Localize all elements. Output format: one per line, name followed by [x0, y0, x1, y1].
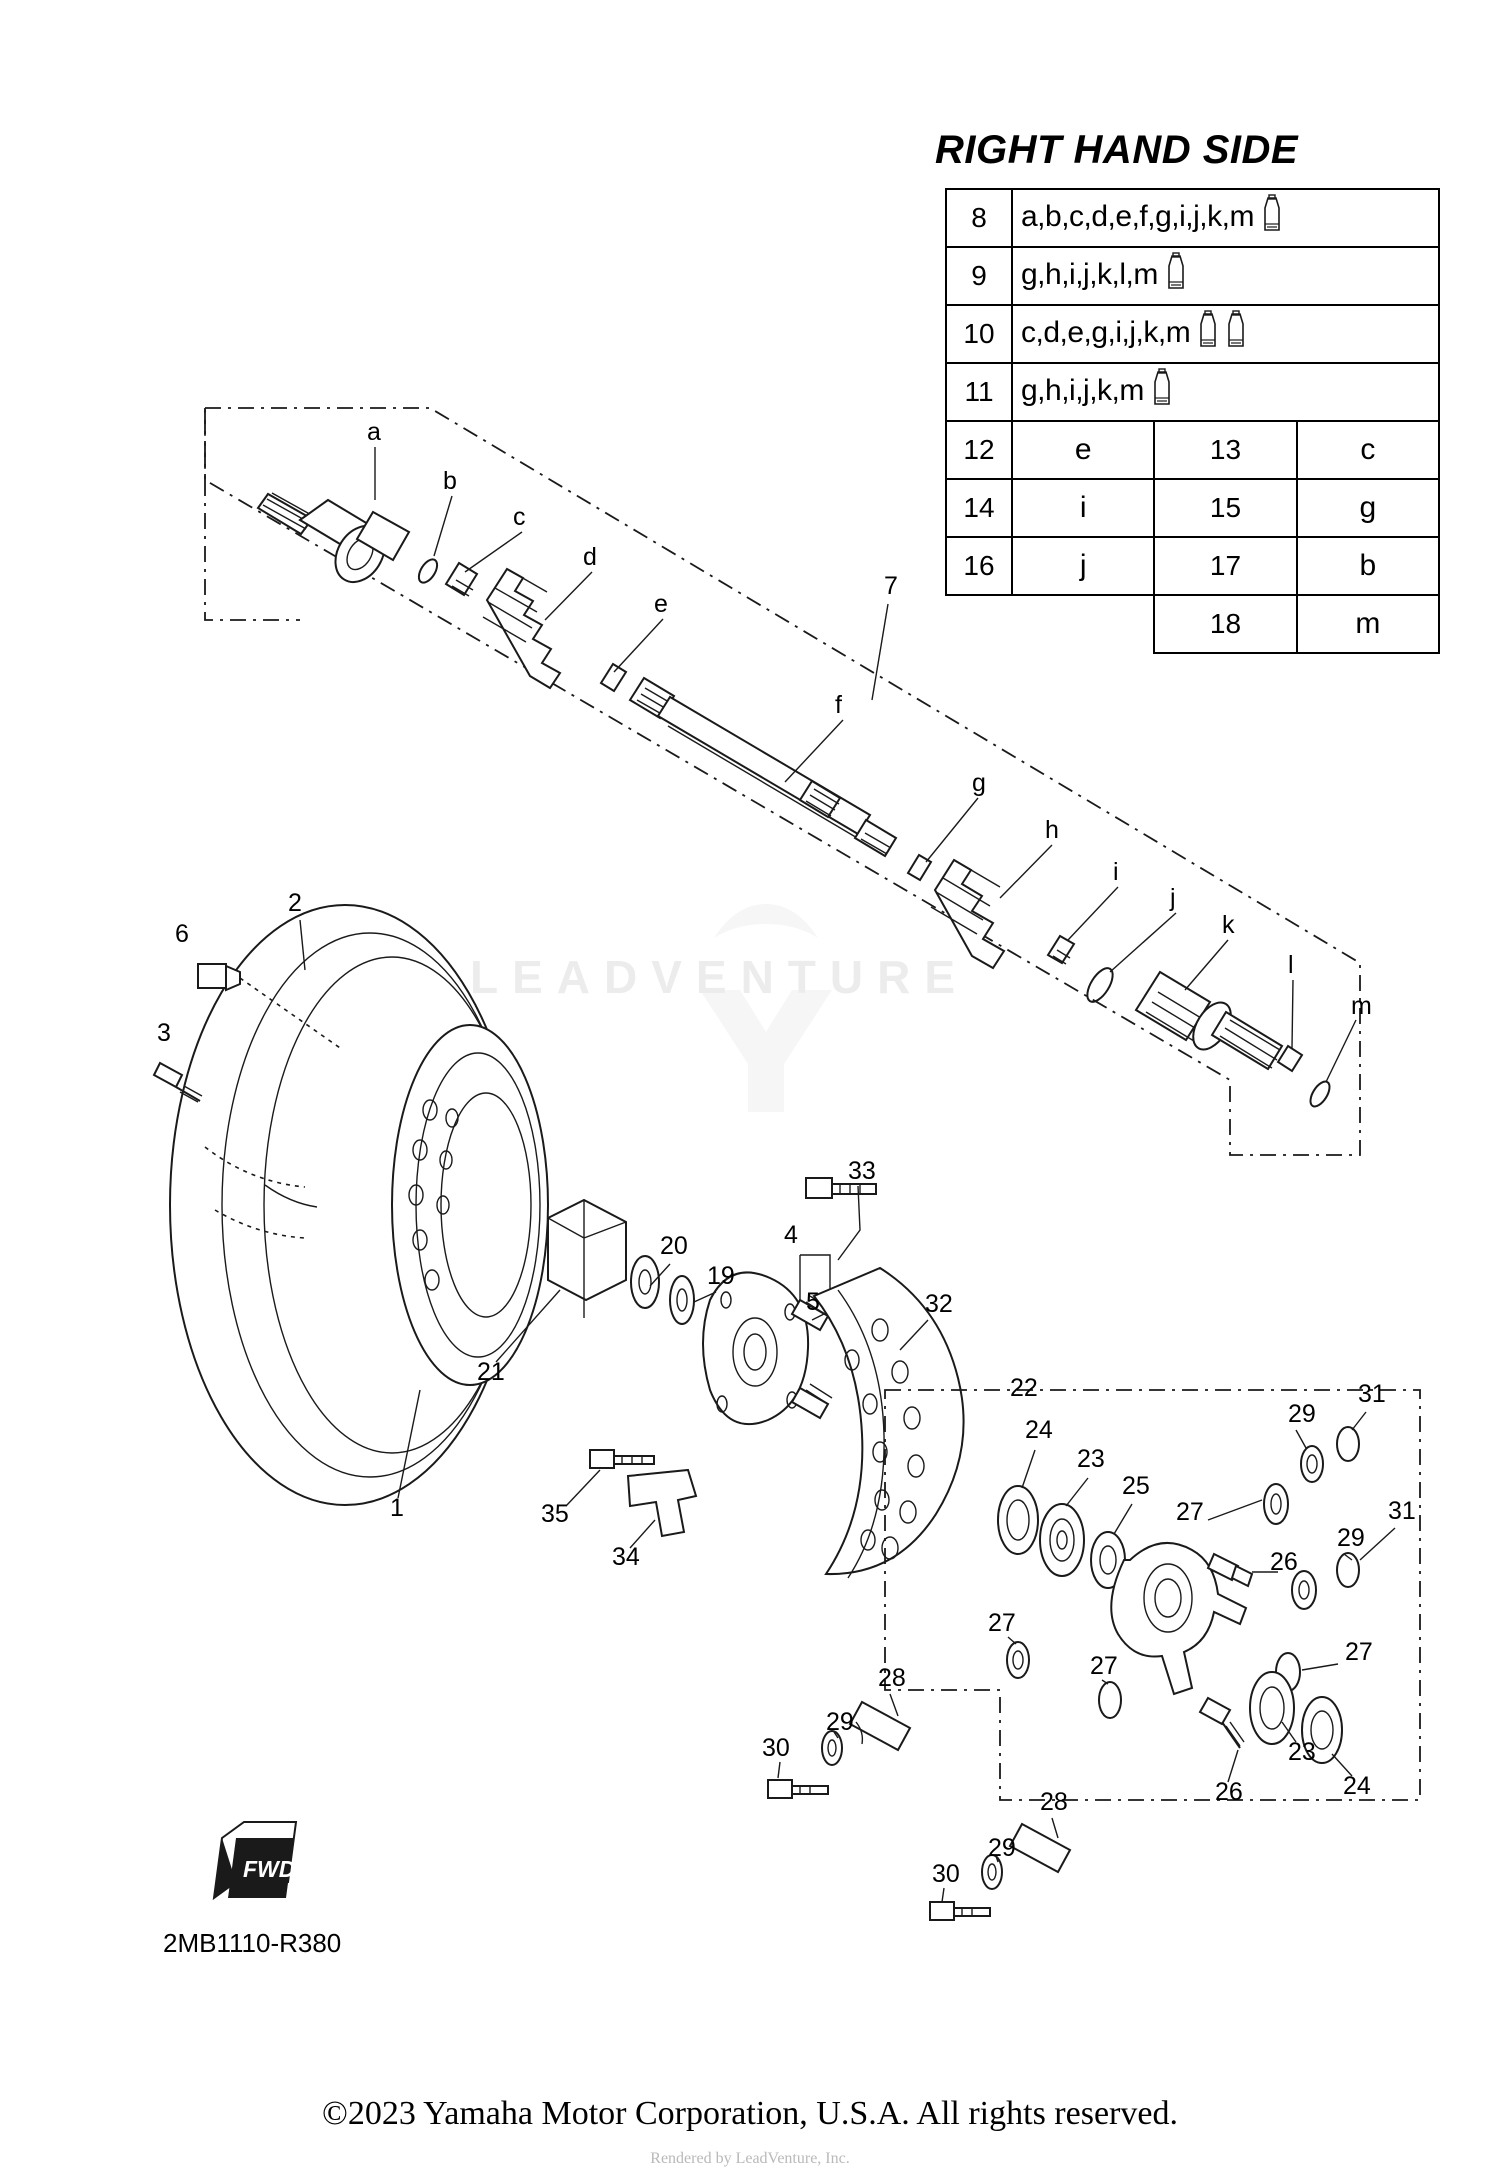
callout-30-b: 30 [932, 1860, 960, 1888]
table-row [946, 305, 1439, 363]
table-row [946, 421, 1439, 479]
row-number: 10 [946, 305, 1012, 363]
row-code-left: e [1012, 421, 1154, 479]
row-number-right: 15 [1154, 479, 1296, 537]
callout-4: 4 [784, 1221, 798, 1249]
callout-d: d [583, 543, 597, 571]
callout-23-b: 23 [1288, 1738, 1316, 1766]
row-number-left: 16 [946, 537, 1012, 595]
row-codes [1012, 247, 1439, 305]
callout-2: 2 [288, 889, 302, 917]
table-row [946, 247, 1439, 305]
row-number: 8 [946, 189, 1012, 247]
callout-l: l [1288, 951, 1294, 979]
callout-27-b: 27 [988, 1609, 1016, 1637]
callout-i: i [1113, 858, 1119, 886]
callout-28-b: 28 [1040, 1788, 1068, 1816]
callout-21: 21 [477, 1358, 505, 1386]
row-number: 9 [946, 247, 1012, 305]
reference-table [945, 188, 1440, 654]
row-code-right: c [1297, 421, 1439, 479]
table-row [946, 363, 1439, 421]
row-code-left: i [1012, 479, 1154, 537]
callout-32: 32 [925, 1290, 953, 1318]
callout-19: 19 [707, 1262, 735, 1290]
callout-24: 24 [1025, 1416, 1053, 1444]
callout-27-c: 27 [1090, 1652, 1118, 1680]
callout-26-a: 26 [1270, 1548, 1298, 1576]
callout-35: 35 [541, 1500, 569, 1528]
part-number: 2MB1110-R380 [163, 1928, 342, 1958]
callout-27-d: 27 [1345, 1638, 1373, 1666]
callout-22: 22 [1010, 1374, 1038, 1402]
callout-5: 5 [806, 1288, 820, 1316]
callout-26-b: 26 [1215, 1778, 1243, 1806]
render-credit: Rendered by LeadVenture, Inc. [650, 2150, 850, 2167]
row-codes [1012, 305, 1439, 363]
copyright-footer: ©2023 Yamaha Motor Corporation, U.S.A. All rights reserved. [322, 2095, 1178, 2132]
row-codes-text: c,d,e,g,i,j,k,m [1021, 315, 1191, 349]
callout-h: h [1045, 816, 1059, 844]
callout-1: 1 [390, 1494, 404, 1522]
callout-3: 3 [157, 1019, 171, 1047]
callout-a: a [367, 418, 381, 446]
row-codes [1012, 189, 1439, 247]
callout-27-a: 27 [1176, 1498, 1204, 1526]
table-row [946, 595, 1439, 653]
callout-29-d: 29 [988, 1834, 1016, 1862]
grease-tube-icon [1166, 252, 1186, 300]
callout-7: 7 [884, 572, 898, 600]
fwd-marker-label: FWD [243, 1856, 296, 1882]
table-row [946, 537, 1439, 595]
row-code-right: b [1297, 537, 1439, 595]
callout-25: 25 [1122, 1472, 1150, 1500]
row-codes-text: g,h,i,j,k,l,m [1021, 257, 1158, 291]
callout-31-b: 31 [1388, 1497, 1416, 1525]
table-row [946, 189, 1439, 247]
watermark-text: LEADVENTURE [470, 951, 970, 1003]
row-number: 11 [946, 363, 1012, 421]
row-code-right: m [1297, 595, 1439, 653]
callout-31-a: 31 [1358, 1380, 1386, 1408]
callout-m: m [1351, 992, 1372, 1020]
grease-tube-icon [1262, 194, 1282, 242]
callout-e: e [654, 590, 668, 618]
row-code-left: j [1012, 537, 1154, 595]
callout-c: c [513, 503, 526, 531]
callout-f: f [835, 691, 842, 719]
callout-g: g [972, 769, 986, 797]
row-number-left: 12 [946, 421, 1012, 479]
table-row [946, 479, 1439, 537]
row-codes-text: g,h,i,j,k,m [1021, 373, 1144, 407]
row-codes-text: a,b,c,d,e,f,g,i,j,k,m [1021, 199, 1254, 233]
row-number-left-empty [946, 595, 1012, 653]
callout-28-a: 28 [878, 1664, 906, 1692]
callout-j: j [1170, 884, 1176, 912]
callout-29-b: 29 [1337, 1524, 1365, 1552]
callout-24-b: 24 [1343, 1772, 1371, 1800]
row-number-left: 14 [946, 479, 1012, 537]
callout-b: b [443, 467, 457, 495]
row-code-left-empty [1012, 595, 1154, 653]
right-hand-side-title: RIGHT HAND SIDE [935, 128, 1299, 172]
grease-tube-icon [1226, 310, 1246, 358]
callout-k: k [1222, 911, 1235, 939]
grease-tube-icon [1152, 368, 1172, 416]
callout-33: 33 [848, 1157, 876, 1185]
callout-34: 34 [612, 1543, 640, 1571]
grease-tube-icon [1198, 310, 1218, 358]
callout-20: 20 [660, 1232, 688, 1260]
callout-6: 6 [175, 920, 189, 948]
row-number-right: 18 [1154, 595, 1296, 653]
row-code-right: g [1297, 479, 1439, 537]
row-number-right: 17 [1154, 537, 1296, 595]
callout-29-a: 29 [1288, 1400, 1316, 1428]
callout-23: 23 [1077, 1445, 1105, 1473]
callout-30-a: 30 [762, 1734, 790, 1762]
row-codes [1012, 363, 1439, 421]
row-number-right: 13 [1154, 421, 1296, 479]
callout-29-c: 29 [826, 1708, 854, 1736]
